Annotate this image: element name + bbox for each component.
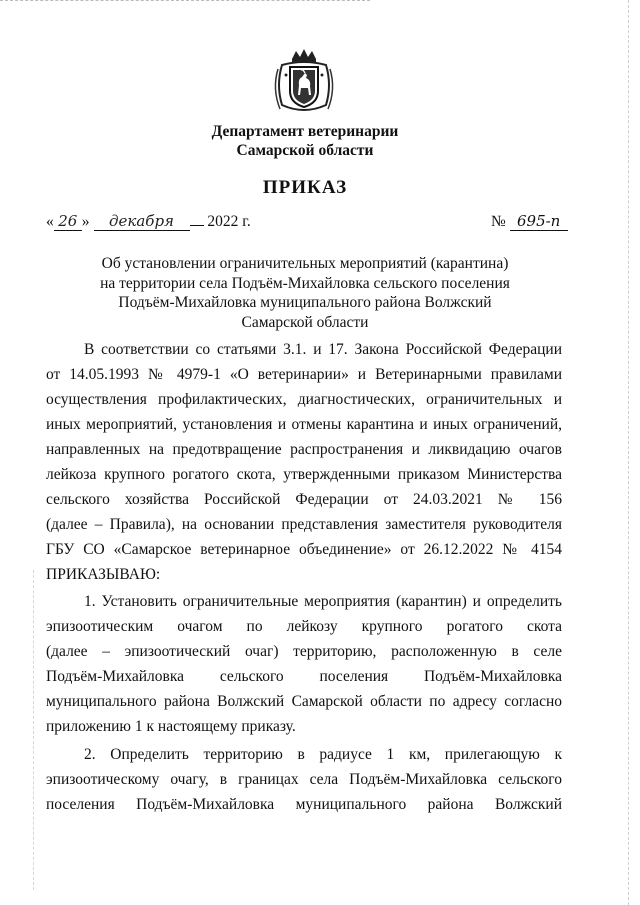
- body-line: иных мероприятий, установления и отмены карантина и иных ограничений,: [46, 416, 562, 433]
- date-month-handwritten: декабря: [94, 212, 190, 231]
- subject-line: на территории села Подъём-Михайловка сельского поселения: [100, 274, 510, 292]
- department-name-line2: Самарской области: [236, 142, 374, 159]
- body-line: 2. Определить территорию в радиусе 1 км, прилегающую к: [84, 746, 562, 763]
- body-line: осуществления профилактических, диагностических, ограничительных и: [46, 391, 562, 408]
- date-close-quote: »: [81, 213, 90, 230]
- body-line: эпизоотическим очагом по лейкозу крупного рогатого скота: [46, 618, 562, 635]
- body-line: эпизоотическому очагу, в границах села Подъём-Михайловка сельского: [46, 771, 562, 788]
- body-line: от 14.05.1993 № 4979-1 «О ветеринарии» и Ветеринарными правилами: [46, 366, 562, 383]
- date-year: 2022 г.: [207, 213, 251, 230]
- body-line: муниципального района Волжский Самарской области по адресу согласно: [46, 693, 562, 710]
- body-line: (далее – эпизоотический очаг) территорию, расположенную в селе: [46, 643, 562, 660]
- date-day-handwritten: 26: [54, 212, 82, 231]
- body-line: направленных на предотвращение распространения и ликвидацию очагов: [46, 441, 562, 458]
- number-prefix: №: [491, 213, 506, 230]
- subject-line: Об установлении ограничительных мероприятий (карантина): [101, 255, 509, 272]
- samara-coat-of-arms-icon: [268, 45, 340, 117]
- body-line: сельского хозяйства Российской Федерации от 24.03.2021 № 156: [46, 491, 562, 508]
- department-name-line1: Департамент ветеринарии: [211, 123, 399, 140]
- date-open-quote: «: [46, 213, 54, 230]
- body-line: поселения Подъём-Михайловка муниципального района Волжский: [46, 796, 562, 813]
- scan-top-border: [0, 0, 370, 5]
- body-line: (далее – Правила), на основании представления заместителя руководителя: [46, 516, 562, 533]
- order-number: [491, 212, 568, 231]
- document-title: ПРИКАЗ: [262, 177, 348, 198]
- subject-line: Самарской области: [241, 313, 369, 331]
- order-date: [46, 212, 251, 231]
- subject-line: Подъём-Михайловка муниципального района Волжский: [118, 294, 492, 311]
- date-underline: [190, 225, 204, 226]
- body-line: лейкоза крупного рогатого скота, утвержденными приказом Министерства: [46, 466, 562, 483]
- body-line: приложению 1 к настоящему приказу.: [46, 718, 296, 735]
- body-line: ГБУ СО «Самарское ветеринарное объединение» от 26.12.2022 № 4154: [46, 541, 562, 558]
- order-subject: [0, 254, 610, 332]
- body-line: Подъём-Михайловка сельского поселения Подъём-Михайловка: [46, 668, 562, 685]
- body-line-order-word: ПРИКАЗЫВАЮ:: [46, 566, 161, 583]
- body-line: В соответствии со статьями 3.1. и 17. Закона Российской Федерации: [84, 341, 562, 358]
- body-line: 1. Установить ограничительные мероприятия (карантин) и определить: [84, 593, 562, 610]
- scan-right-border: [628, 0, 630, 905]
- scan-left-border: [33, 570, 35, 890]
- number-handwritten: 695-п: [510, 212, 568, 231]
